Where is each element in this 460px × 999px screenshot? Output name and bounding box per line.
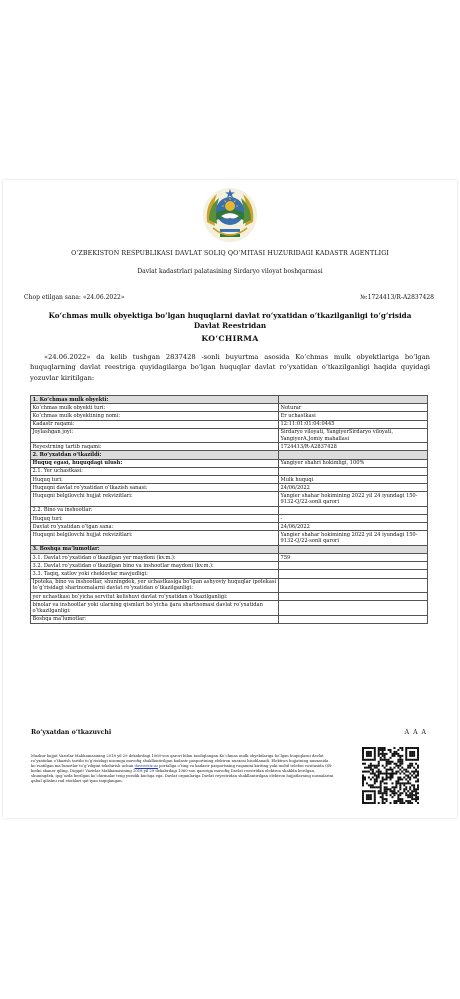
- table-row: [31, 467, 428, 475]
- table-row: [31, 578, 428, 592]
- table-row: [31, 459, 428, 467]
- table-row: [31, 531, 428, 545]
- row-value: [279, 578, 428, 592]
- row-label: 2. Ro‘yxatdan o‘tkazildi:: [31, 451, 279, 459]
- row-label: Huquq egasi, huquqdagi ulush:: [31, 459, 279, 467]
- footnote-text-after: portaliga o‘ting va kadastr pasportining raqamini kiriting yoki mobil telefon vositasida QR-kodni skaner qiling. Diqqat! Vazirlar Mahkamasining 2018 yil 29 dekabrdagi 1060-son qaroriga muvofiq Davlat reestridan elektron shaklda berilgan, shuningdek, qog‘ozda berilgan ko‘chirmalar teng yuridik kuchga ega. Davlat organlariga Davlat reyestridan shakllantirilgan elektron hujjatlarning nusxalarini qabul qilishni rad etishlari qat’iyan taqiqlangan.: [31, 764, 334, 784]
- registrar-label: Ro‘yxatdan o‘tkazuvchi: [31, 729, 112, 736]
- row-value: [279, 593, 428, 601]
- row-label: 2.2. Bino va inshootlar:: [31, 506, 279, 514]
- row-label: 3.3. Taqiq, xatlov yoki cheklovlar mavjudligi:: [31, 570, 279, 578]
- section-header-row: [31, 451, 428, 459]
- table-row: [31, 601, 428, 615]
- row-label: Huquqni davlat ro‘yxatidan o‘tkazish sanasi:: [31, 484, 279, 492]
- row-value: [279, 451, 428, 459]
- row-value: [279, 467, 428, 475]
- legal-footnote: [31, 754, 339, 785]
- table-row: [31, 506, 428, 514]
- section-header-row: [31, 396, 428, 404]
- table-row: [31, 492, 428, 506]
- row-value: Yangier shahar hokimining 2022 yil 24 iyundagi 150-9132-Q/22-sonli qarori: [279, 492, 428, 506]
- row-label: Huquq turi:: [31, 476, 279, 484]
- footnote-text-before: Mazkur hujjat Vazirlar Mahkamasining 2018 yil 29 dekabrdagi 1060-son qarori bilan tasdiqlangan Ko‘chmas mulk obyektlariga bo‘lgan huquqlarni davlat ro‘yxatidan o‘tkazish tartibi to‘g‘risidagi nizomga muvofiq shakllantirilgan kadastr pasportining elektron nusxasi hisoblanadi. Elektron hujjatning nusxasida ko‘rsatilgan ma’lumotlar to‘g‘riligini tekshirish uchun: [31, 754, 329, 769]
- table-row: [31, 484, 428, 492]
- document-number: №:1724413/R-A2837428: [359, 294, 434, 301]
- row-value: [279, 396, 428, 404]
- table-row: [31, 428, 428, 442]
- row-value: [279, 601, 428, 615]
- table-row: [31, 412, 428, 420]
- table-row: [31, 593, 428, 601]
- table-row: [31, 554, 428, 562]
- registry-portal-link[interactable]: davreestr.uz: [134, 764, 158, 769]
- registry-table: [30, 395, 428, 624]
- row-label: Boshqa ma’lumotlar:: [31, 615, 279, 623]
- row-value: 1724413/R-A2837428: [279, 443, 428, 451]
- row-value: Yangiyer shahri hokimligi, 100%: [279, 459, 428, 467]
- row-value: [279, 545, 428, 553]
- row-label: Ko‘chmas mulk obyekti turi:: [31, 404, 279, 412]
- chamber-name: Davlat kadastrlari palatasining Sirdaryo viloyat boshqarmasi: [137, 268, 323, 275]
- row-value: [279, 570, 428, 578]
- row-label: Ko‘chmas mulk obyektining nomi:: [31, 412, 279, 420]
- table-row: [31, 523, 428, 531]
- table-row: [31, 562, 428, 570]
- row-value: -: [279, 515, 428, 523]
- row-label: Ipoteka, bino va inshootlar, shuningdek, yer uchastkasiga bo‘lgan ashyoviy huquqlar ipotekasi to‘g‘risidagi shartnomalarni davlat ro‘yxatidan o‘tkazilganligi:: [31, 578, 279, 592]
- row-value: [279, 562, 428, 570]
- table-row: [31, 615, 428, 623]
- agency-name: O‘ZBEKISTON RESPUBLIKASI DAVLAT SOLIQ QO‘MITASI HUZURIDAGI KADASTR AGENTLIGI: [71, 250, 389, 257]
- row-label: Huquqni belgilovchi hujjat rekvizitlari:: [31, 492, 279, 506]
- row-value: [279, 506, 428, 514]
- row-value: Er uchastkasi: [279, 412, 428, 420]
- row-value: 12:11:01:01:04:0445: [279, 420, 428, 428]
- row-label: 2.1. Yer uchastkasi:: [31, 467, 279, 475]
- table-row: [31, 420, 428, 428]
- row-label: binolar va inshootlar yoki ularning qismlari bo‘yicha ijara shartnomasi davlat ro‘yxatidan o‘tkazilganligi:: [31, 601, 279, 615]
- row-label: Joylashgan joyi:: [31, 428, 279, 442]
- row-value: 24/06/2022: [279, 523, 428, 531]
- row-value: Mulk huquqi: [279, 476, 428, 484]
- document-subtitle: KO‘CHIRMA: [201, 334, 259, 343]
- row-label: yer uchastkasi bo‘yicha servitut kelishuvi davlat ro‘yxatidan o‘tkazilganligi:: [31, 593, 279, 601]
- table-row: [31, 443, 428, 451]
- section-header-row: [31, 545, 428, 553]
- row-label: Davlat ro‘yxatidan o‘tgan sana:: [31, 523, 279, 531]
- row-label: 1. Ko‘chmas mulk obyekti:: [31, 396, 279, 404]
- row-label: 3.2. Davlat ro‘yxatidan o‘tkazilgan bino va inshootlar maydoni (kv.m.):: [31, 562, 279, 570]
- row-value: 24/06/2022: [279, 484, 428, 492]
- print-date: Chop etilgan sana: «24.06.2022»: [24, 294, 125, 301]
- row-label: 3. Boshqa ma’lumotlar:: [31, 545, 279, 553]
- table-row: [31, 476, 428, 484]
- table-row: [31, 515, 428, 523]
- state-emblem-icon: [201, 186, 259, 244]
- row-label: Huquq turi:: [31, 515, 279, 523]
- document-title: Ko‘chmas mulk obyektiga bo‘lgan huquqlarni davlat ro‘yxatidan o‘tkazilganligi to‘g‘risida Davlat Reestridan: [48, 311, 412, 330]
- row-label: Reyestrning tartib raqami:: [31, 443, 279, 451]
- intro-paragraph: «24.06.2022» da kelib tushgan 2837428 -sonli buyurtma asosida Ko‘chmas mulk obyektlariga bo‘lgan huquqlarning davlat reestriga quyidagilarga bo‘lgan huquqlar davlat ro‘yxatidan o‘tkazilganligi haqida quyidagi yozuvlar kiritilgan:: [30, 353, 430, 382]
- table-row: [31, 404, 428, 412]
- row-label: Kadastr raqami:: [31, 420, 279, 428]
- qr-code-icon: [362, 747, 419, 804]
- row-value: Sirdaryo viloyati, YangiyerSirdaryo viloyati, YangiyerA.Jomiy mahallasi: [279, 428, 428, 442]
- row-value: [279, 615, 428, 623]
- row-value: Yangier shahar hokimining 2022 yil 24 iyundagi 150-9132-Q/22-sonli qarori: [279, 531, 428, 545]
- row-label: Huquqni belgilovchi hujjat rekvizitlari:: [31, 531, 279, 545]
- registrar-name: A A A: [404, 729, 427, 736]
- table-row: [31, 570, 428, 578]
- row-value: Noturar: [279, 404, 428, 412]
- row-label: 3.1. Davlat ro‘yxatidan o‘tkazilgan yer maydoni (kv.m.):: [31, 554, 279, 562]
- row-value: 759: [279, 554, 428, 562]
